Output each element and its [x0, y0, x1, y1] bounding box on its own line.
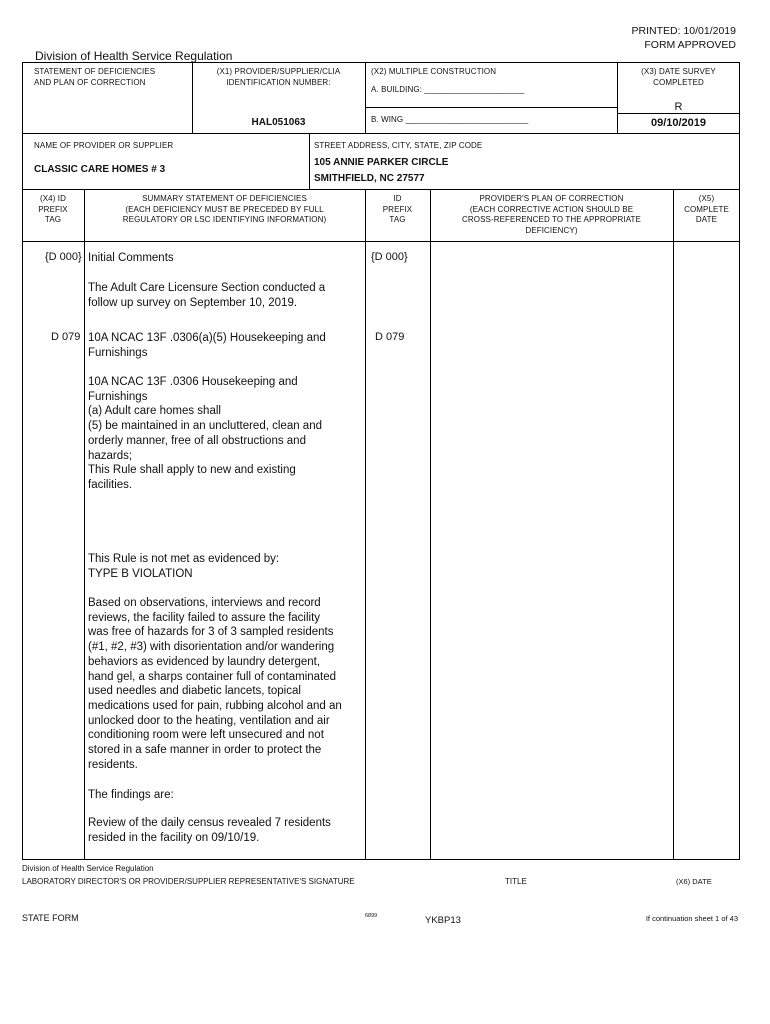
x1-label: (X1) PROVIDER/SUPPLIER/CLIA IDENTIFICATION NUMBER:: [216, 67, 341, 87]
footer-agency: Division of Health Service Regulation: [22, 864, 154, 873]
rule-title: 10A NCAC 13F .0306(a)(5) Housekeeping and Furnishings: [88, 332, 326, 359]
continuation-note: If continuation sheet 1 of 43: [645, 914, 738, 923]
survey-intro: The Adult Care Licensure Section conducted a follow up survey on September 10, 2019.: [88, 282, 326, 309]
building-field: A. BUILDING: ______________________: [371, 85, 525, 94]
print-header: [632, 24, 736, 52]
address-line-2: SMITHFIELD, NC 27577: [314, 173, 425, 184]
form-status: FORM APPROVED: [644, 39, 736, 51]
tag-d079-right: D 079: [375, 331, 405, 343]
provider-name: CLASSIC CARE HOMES # 3: [34, 164, 166, 175]
provider-name-label: NAME OF PROVIDER OR SUPPLIER: [34, 141, 174, 150]
statement-label: STATEMENT OF DEFICIENCIES AND PLAN OF CORRECTION: [34, 67, 156, 87]
plan-header: PROVIDER'S PLAN OF CORRECTION (EACH CORRECTIVE ACTION SHOULD BE CROSS-REFERENCED TO THE APPROPRIATE DEFICIENCY): [462, 194, 641, 235]
state-form-label: STATE FORM: [22, 913, 79, 923]
rule-text: 10A NCAC 13F .0306 Housekeeping and Furnishings (a) Adult care homes shall (5) be maintained in an uncluttered, clean and orderly manner, free of all obstructions and hazards; This Rule shall apply to new and existing facilities.: [88, 376, 322, 491]
findings-heading: The findings are:: [88, 789, 174, 801]
event-id: YKBP13: [425, 915, 461, 926]
x3-label: (X3) DATE SURVEY COMPLETED: [641, 67, 716, 87]
divider-building-wing: [365, 107, 617, 108]
not-met-statement: This Rule is not met as evidenced by: TYPE B VIOLATION: [88, 553, 280, 580]
printed-date: PRINTED: 10/01/2019: [631, 25, 736, 37]
agency-name: Division of Health Service Regulation: [35, 49, 233, 63]
signature-label: LABORATORY DIRECTOR'S OR PROVIDER/SUPPLIER REPRESENTATIVE'S SIGNATURE: [22, 877, 355, 886]
vdiv-col-plan: [673, 189, 674, 860]
vdiv-col-summary: [365, 189, 366, 860]
divider-column-header: [22, 241, 740, 242]
tag-d000-left: {D 000}: [45, 251, 82, 263]
address-line-1: 105 ANNIE PARKER CIRCLE: [314, 157, 449, 168]
divider-top: [22, 133, 740, 134]
vdiv-col-id: [430, 189, 431, 860]
vdiv-col-x4: [84, 189, 85, 860]
x5-header: (X5) COMPLETE DATE: [684, 194, 729, 224]
initial-comments: Initial Comments: [88, 252, 174, 264]
provider-id-number: HAL051063: [251, 117, 306, 128]
summary-header: SUMMARY STATEMENT OF DEFICIENCIES (EACH DEFICIENCY MUST BE PRECEDED BY FULL REGULATORY OR LSC IDENTIFYING INFORMATION): [122, 194, 327, 224]
divider-date-code: [617, 113, 740, 114]
wing-field: B. WING ___________________________: [371, 115, 529, 124]
form-number: 6899: [365, 913, 378, 919]
survey-code: R: [674, 101, 683, 113]
tag-d079-left: D 079: [51, 331, 81, 343]
divider-provider: [22, 189, 740, 190]
x2-label: (X2) MULTIPLE CONSTRUCTION: [371, 67, 497, 76]
survey-date: 09/10/2019: [650, 117, 707, 129]
address-label: STREET ADDRESS, CITY, STATE, ZIP CODE: [314, 141, 483, 150]
title-label: TITLE: [505, 877, 527, 886]
x6-date-label: (X6) DATE: [676, 877, 712, 886]
census-review: Review of the daily census revealed 7 residents resided in the facility on 09/10/19.: [88, 817, 331, 844]
observations-text: Based on observations, interviews and record reviews, the facility failed to assure the facility was free of hazards for 3 of 3 sampled residents (#1, #2, #3) with disorientation and/or wandering behaviors as evidenced by laundry detergent, hand gel, a sharps container full of contaminated used needles and diabetic lancets, topical medications used for pain, rubbing alcohol and an unlocked door to the heating, ventilation and air conditioning room were left unsecured and not stored in a safe manner in order to protect the residents.: [88, 597, 342, 771]
x4-header: (X4) ID PREFIX TAG: [38, 194, 68, 224]
vdiv-address: [309, 133, 310, 189]
id-header: ID PREFIX TAG: [382, 194, 413, 224]
tag-d000-right: {D 000}: [371, 251, 408, 263]
vdiv-x2: [365, 62, 366, 133]
